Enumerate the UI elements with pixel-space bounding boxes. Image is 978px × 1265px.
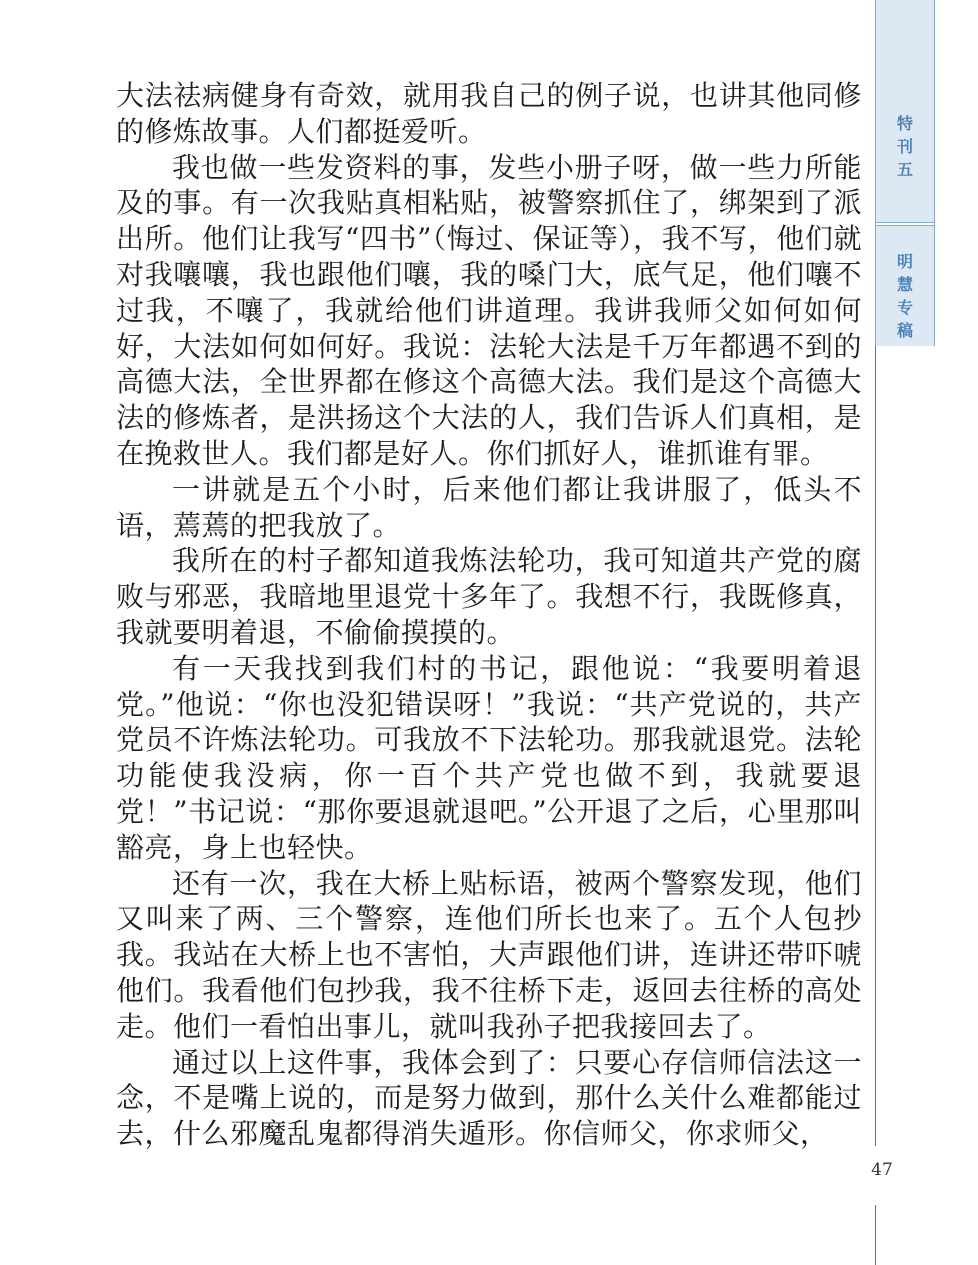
column-label xyxy=(876,250,934,342)
margin-rule-lower xyxy=(875,1205,876,1265)
sidebar-divider xyxy=(876,222,934,226)
column-label-char: 稿 xyxy=(896,321,913,340)
section-label xyxy=(876,112,934,181)
paragraph: 大法祛病健身有奇效，就用我自己的例子说，也讲其他同修的修炼故事。人们都挺爱听。 xyxy=(116,79,862,148)
section-label-char: 特 xyxy=(896,114,913,133)
paragraph: 我所在的村子都知道我炼法轮功，我可知道共产党的腐败与邪恶，我暗地里退党十多年了。我想不行，我既修真，我就要明着退，不偷偷摸摸的。 xyxy=(116,544,862,649)
column-label-char: 明 xyxy=(896,252,913,271)
section-label-char: 五 xyxy=(896,160,913,179)
column-label-char: 专 xyxy=(896,298,913,317)
paragraph: 一讲就是五个小时，后来他们都让我讲服了，低头不语，蔫蔫的把我放了。 xyxy=(116,472,862,542)
paragraph: 通过以上这件事，我体会到了：只要心存信师信法这一念，不是嘴上说的，而是努力做到，那什么关什么难都能过去，什么邪魔乱鬼都得消失遁形。你信师父，你求师父， xyxy=(116,1045,862,1151)
paragraph: 还有一次，我在大桥上贴标语，被两个警察发现，他们又叫来了两、三个警察，连他们所长也来了。五个人包抄我。我站在大桥上也不害怕，大声跟他们讲，连讲还带吓唬他们。我看他们包抄我，我不往桥下走，返回去往桥的高处走。他们一看怕出事儿，就叫我孙子把我接回去了。 xyxy=(116,866,862,1043)
sidebar-tab xyxy=(875,0,935,346)
column-label-char: 慧 xyxy=(896,275,913,294)
paragraph: 我也做一些发资料的事，发些小册子呀，做一些力所能及的事。有一次我贴真相粘贴，被警察抓住了，绑架到了派出所。他们让我写“四书”（悔过、保证等），我不写，他们就对我嚷嚷，我也跟他们嚷，我的嗓门大，底气足，他们嚷不过我，不嚷了，我就给他们讲道理。我讲我师父如何如何好，大法如何如何好。我说：法轮大法是千万年都遇不到的高德大法，全世界都在修这个高德大法。我们是这个高德大法的修炼者，是洪扬这个大法的人，我们告诉人们真相，是在挽救世人。我们都是好人。你们抓好人，谁抓谁有罪。 xyxy=(116,150,862,470)
margin-rule xyxy=(875,346,876,1146)
page-number: 47 xyxy=(871,1160,893,1180)
paragraph: 有一天我找到我们村的书记，跟他说：“我要明着退党。”他说：“你也没犯错误呀！”我说：“共产党说的，共产党员不许炼法轮功。可我放不下法轮功。那我就退党。法轮功能使我没病，你一百个共产党也做不到，我就要退党！”书记说：“那你要退就退吧。”公开退了之后，心里那叫豁亮，身上也轻快。 xyxy=(116,651,862,864)
section-label-char: 刊 xyxy=(896,137,913,156)
article-body xyxy=(116,78,862,1152)
